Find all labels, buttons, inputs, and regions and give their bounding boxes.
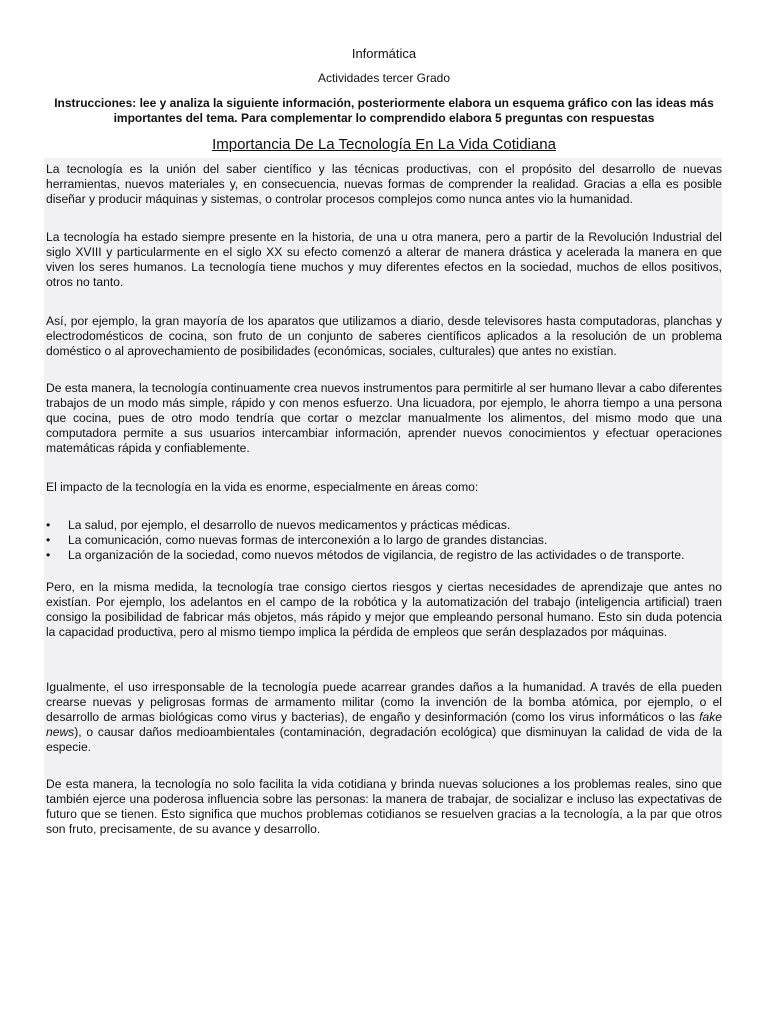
impact-areas-list <box>46 518 722 563</box>
list-item <box>46 518 722 533</box>
bullet-icon: • <box>46 533 51 547</box>
paragraph-6: Pero, en la misma medida, la tecnología trae consigo ciertos riesgos y ciertas necesidades de aprendizaje que antes no existían. Por ejemplo, los adelantos en el campo de la robótica y la automatización del trabajo (inteligencia artificial) traen consigo la posibilidad de fabricar más objetos, más rápido y mejor que empleando personal humano. Esto sin duda potencia la capacidad productiva, pero al mismo tiempo implica la pérdida de empleos que serán desplazados por máquinas. <box>46 580 722 639</box>
paragraph-4: De esta manera, la tecnología continuamente crea nuevos instrumentos para permitirle al ser humano llevar a cabo diferentes trabajos de un modo más simple, rápido y con menos esfuerzo. Una licuadora, por ejemplo, le ahorra tiempo a una persona que cocina, pues de otro modo tendría que cortar o mezclar manualmente los alimentos, del mismo modo que una computadora permite a sus usuarios intercambiar información, aprender nuevos conocimientos y efectuar operaciones matemáticas rápida y confiablemente. <box>46 381 722 455</box>
paragraph-1: La tecnología es la unión del saber científico y las técnicas productivas, con el propósito del desarrollo de nuevas herramientas, nuevos materiales y, en consecuencia, nuevas formas de comprender la realidad. Gracias a ella es posible diseñar y producir máquinas y sistemas, o controlar procesos complejos como nunca antes vio la humanidad. <box>46 162 722 206</box>
paragraph-7 <box>46 680 722 755</box>
paragraph-3: Así, por ejemplo, la gran mayoría de los aparatos que utilizamos a diario, desde televisores hasta computadoras, planchas y electrodomésticos de cocina, son fruto de un conjunto de saberes científicos aplicados a la resolución de un problema doméstico o al aprovechamiento de posibilidades (económicas, sociales, culturales) que antes no existían. <box>46 314 722 358</box>
paragraph-7-end: ), o causar daños medioambientales (contaminación, degradación ecológica) que disminuyan la calidad de vida de la especie. <box>46 725 722 754</box>
list-item-text: La salud, por ejemplo, el desarrollo de nuevos medicamentos y prácticas médicas. <box>68 518 511 532</box>
paragraph-7-italic: fake news <box>46 710 722 739</box>
list-item-text: La comunicación, como nuevas formas de interconexión a lo largo de grandes distancias. <box>68 533 548 547</box>
paragraph-5: El impacto de la tecnología en la vida es enorme, especialmente en áreas como: <box>46 480 479 494</box>
list-item <box>46 548 722 563</box>
document-title: Importancia De La Tecnología En La Vida Cotidiana <box>212 136 556 153</box>
paragraph-8: De esta manera, la tecnología no solo facilita la vida cotidiana y brinda nuevas soluciones a los problemas reales, sino que también ejerce una poderosa influencia sobre las personas: la manera de trabajar, de socializar e incluso las expectativas de futuro que se tienen. Esto significa que muchos problemas cotidianos se resuelven gracias a la tecnología, a la par que otros son fruto, precisamente, de su avance y desarrollo. <box>46 777 722 836</box>
grade-heading: Actividades tercer Grado <box>317 71 451 85</box>
list-item <box>46 533 722 548</box>
list-item-text: La organización de la sociedad, como nuevos métodos de vigilancia, de registro de las actividades o de transporte. <box>68 548 685 562</box>
instructions-text: Instrucciones: lee y analiza la siguiente información, posteriormente elabora un esquema gráfico con las ideas más importantes del tema. Para complementar lo comprendido elabora 5 preguntas con respuestas <box>54 96 714 125</box>
paragraph-2: La tecnología ha estado siempre presente en la historia, de una u otra manera, pero a partir de la Revolución Industrial del siglo XVIII y particularmente en el siglo XX su efecto comenzó a alterar de manera drástica y acelerada la manera en que viven los seres humanos. La tecnología tiene muchos y muy diferentes efectos en la sociedad, muchos de ellos positivos, otros no tanto. <box>46 230 722 289</box>
bullet-icon: • <box>46 518 51 532</box>
subject-heading: Informática <box>351 46 417 61</box>
paragraph-7-start: Igualmente, el uso irresponsable de la tecnología puede acarrear grandes daños a la humanidad. A través de ella pueden crearse nuevas y peligrosas formas de armamento militar (como la invención de la bomba atómica, por ejemplo, o el desarrollo de armas biológicas como virus y bacterias), de engaño y desinformación (como los virus informáticos o las <box>46 680 722 724</box>
bullet-icon: • <box>46 548 51 562</box>
